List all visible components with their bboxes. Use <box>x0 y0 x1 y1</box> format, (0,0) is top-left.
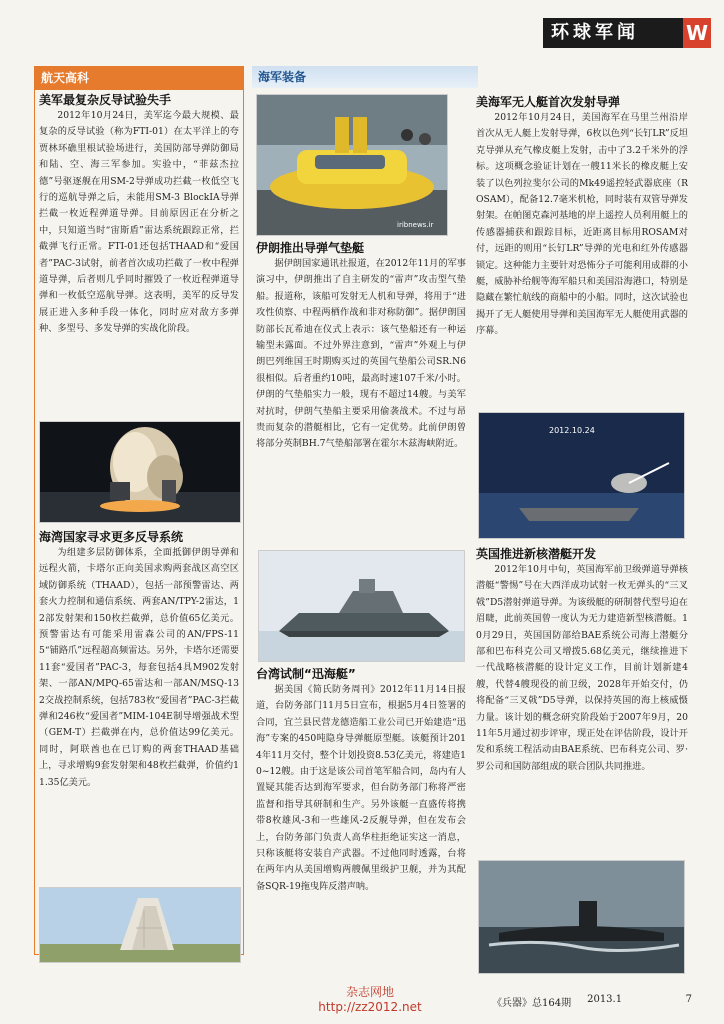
issue-date: 2013.1 <box>587 994 623 1005</box>
masthead-title: 环球军闻 <box>543 18 683 48</box>
masthead-badge: W <box>683 18 711 48</box>
footer-issue-info <box>492 994 692 1009</box>
article-taiwan-boat <box>256 666 466 962</box>
hovercraft-photo <box>256 94 448 236</box>
usv-launch-photo <box>478 412 685 539</box>
article-title-us-missile-test: 美军最复杂反导试验失手 <box>39 93 172 107</box>
article-body-gulf-missile-defense: 为组建多层防御体系，全面抵御伊朗导弹和远程火箭，卡塔尔正向美国求购两套战区高空区域防御系统（THAAD），包括一部预警雷达、两套火力控制和通信系统、两套AN/TPY-2雷达，12部发射架和150枚拦截弹，总价值65亿美元。预警雷达有可能采用雷森公司的AN/FPS-115“铺路爪”远程超高频雷达。另外，卡塔尔还需要11套“爱国者”PAC-3，每套包括4具M902发射架、一部AN/MPQ-65雷达和一部AN/MSQ-132交战控制系统，包括783枚“爱国者”PAC-3拦截弹和246枚“爱国者”MIM-104E制导增强战术型（GEM-T）拦截弹在内，总价值达99亿美元。同时，阿联酋也在已订购的两套THAAD基础上，寻求增购9套发射架和48枚拦截弹，价值约11.35亿美元。 <box>39 547 239 788</box>
article-usv-missile <box>476 94 688 406</box>
issue-number: 《兵器》总164期 <box>492 998 572 1009</box>
article-body-taiwan-boat: 据美国《简氏防务周刊》2012年11月14日报道，台防务部门11月5日宣布，根据5月4日签署的合同，宜兰县民营龙德造船工业公司已开始建造“迅海”专案的450吨隐身导弹艇原型艇。该艇预计2014年11月交付，整个计划投资8.53亿美元，将建造10~12艘。由于这是该公司首笔军船合同，岛内有人置疑其能否达到海军要求，但台防务部门称将严密监督和指导其研制和生产。另外该艇一直盛传将携带8枚雄风-3和一些雄风-2反舰导弹，但在发布会上，台防务部门负责人高华柱拒绝证实这一消息，只称该艇将安装自产武器。不过他同时透露，台将在两年内从美国增购两艘佩里级护卫舰，并为其配备SQR-19拖曳阵反潜声呐。 <box>256 684 466 892</box>
footer-watermark <box>305 985 435 1015</box>
hovercraft-photo-caption: iribnews.ir <box>397 221 434 229</box>
article-title-usv-missile: 美海军无人艇首次发射导弹 <box>476 95 621 109</box>
submarine-photo <box>478 860 685 974</box>
article-uk-submarine <box>476 546 688 862</box>
watermark-url[interactable]: http://zz2012.net <box>318 1000 422 1014</box>
masthead <box>543 18 711 48</box>
article-body-usv-missile: 2012年10月24日，美国海军在马里兰州沿岸首次从无人艇上发射导弹，6枚以色列“长钉LR”反坦克导弹从充气橡皮艇上发射，击中了3.2千米外的浮标。这项概念验证计划在一艘11米长的橡皮艇上安装了以色列拉斐尔公司的Mk49遥控轻武器底座（ROSAM），配备12.7毫米机枪，同时装有双管导弹发射架。在帕图克森河基地的岸上遥控人员利用艇上的传感器捕获和跟踪目标，近距离目标用ROSAM对付，远距的则用“长钉LR”导弹的光电和红外传感器锁定。这种能力主要针对恐怖分子可能利用成群的小艇，威胁补给舰等海军船只和美国沿海港口，特别是隐藏在繁忙航线的商船中的小船。同时，这次试验也揭开了无人艇使用导弹和美国海军无人艇使用武器的序幕。 <box>476 112 688 337</box>
article-title-iran-hovercraft: 伊朗推出导弹气垫艇 <box>256 241 365 255</box>
radar-station-photo <box>39 887 241 963</box>
page-number: 7 <box>685 994 692 1005</box>
article-iran-hovercraft <box>256 240 466 552</box>
section-header-aerospace: 航天高科 <box>34 66 244 90</box>
section-header-naval: 海军装备 <box>252 66 478 88</box>
article-body-us-missile-test: 2012年10月24日，美军迄今最大规模、最复杂的反导试验（称为FTI-01）在太平洋上的夸贾林环礁里根试验场进行，美国防部导弹防御局和陆、空、海三军参加。实验中，“菲兹杰拉德”号驱逐舰在用SM-2导弹成功拦截一枚低空飞行的巡航导弹之后，未能用SM-3 BlockIA导弹拦截一枚近程弹道导弹。目前原因正在分析之中，只知道当时“宙斯盾”雷达系统跟踪正常，拦截弹飞行正常。FTI-01还包括THAAD和“爱国者”PAC-3试射，前者首次成功拦截了一枚中程弹道导弹，后者则几乎同时摧毁了一枚近程弹道导弹和一枚低空巡航导弹。这表明，美军的反导发展正进入多种手段一体化，同时应对敌方多弹种、多型号、多发导弹的实战化阶段。 <box>39 110 239 335</box>
missile-launch-photo <box>39 421 241 523</box>
article-title-taiwan-boat: 台湾试制“迅海艇” <box>256 667 356 681</box>
section-box-aerospace <box>34 90 244 955</box>
article-body-uk-submarine: 2012年10月中旬，英国海军前卫级弹道导弹核潜艇“警惕”号在大西洋成功试射一枚无弹头的“三叉戟”D5潜射弹道导弹。为该级艇的研制替代型号迫在眉睫，此前英国曾一度认为无力建造新型核潜艇。10月29日，英国国防部给BAE系统公司海上潜艇分部和巴布科克公司又增拨5.68亿美元，继续推进下一代战略核潜艇的设计定义工作，目前计划新建4艘，代替4艘现役的前卫级，2028年开始交付，仍将配备“三叉戟”D5导弹，以保持英国的海上核威慑力量。该计划的概念研究阶段始于2007年9月，2011年5月通过初步评审，现正处在评估阶段，设计开发和系统工程活动由BAE系统、巴布科克公司、罗·罗公司和国防部组成的联合团队共同推进。 <box>476 564 688 772</box>
usv-photo-caption: 2012.10.24 <box>549 426 595 435</box>
watermark-cn: 杂志网地 <box>345 985 394 999</box>
left-column <box>34 66 244 1006</box>
article-title-uk-submarine: 英国推进新核潜艇开发 <box>476 547 597 561</box>
article-title-gulf-missile-defense: 海湾国家寻求更多反导系统 <box>39 530 184 544</box>
article-body-iran-hovercraft: 据伊朗国家通讯社报道，在2012年11月的军事演习中，伊朗推出了自主研发的“雷声”攻击型气垫船。报道称，该船可发射无人机和导弹，将用于“进攻性侦察、中程两栖作战和非对称防御”。据伊朗国防部长瓦希迪在仪式上表示：该气垫船还有一种运输型未露面。不过外界注意到，“雷声”外观上与伊朗巴列维国王时期购买过的英国气垫船公司SR.N6很相似。后者重约10吨，最高时速107千米/小时。伊朗的气垫船实力一般，现有不超过14艘。与美军对抗时，伊朗气垫船主要采用偷袭战术。不过与昂贵而复杂的潜艇相比，它有一定优势。此前伊朗曾将部分英制BH.7气垫船部署在霍尔木兹海峡附近。 <box>256 258 466 450</box>
stealth-boat-photo <box>258 550 465 662</box>
